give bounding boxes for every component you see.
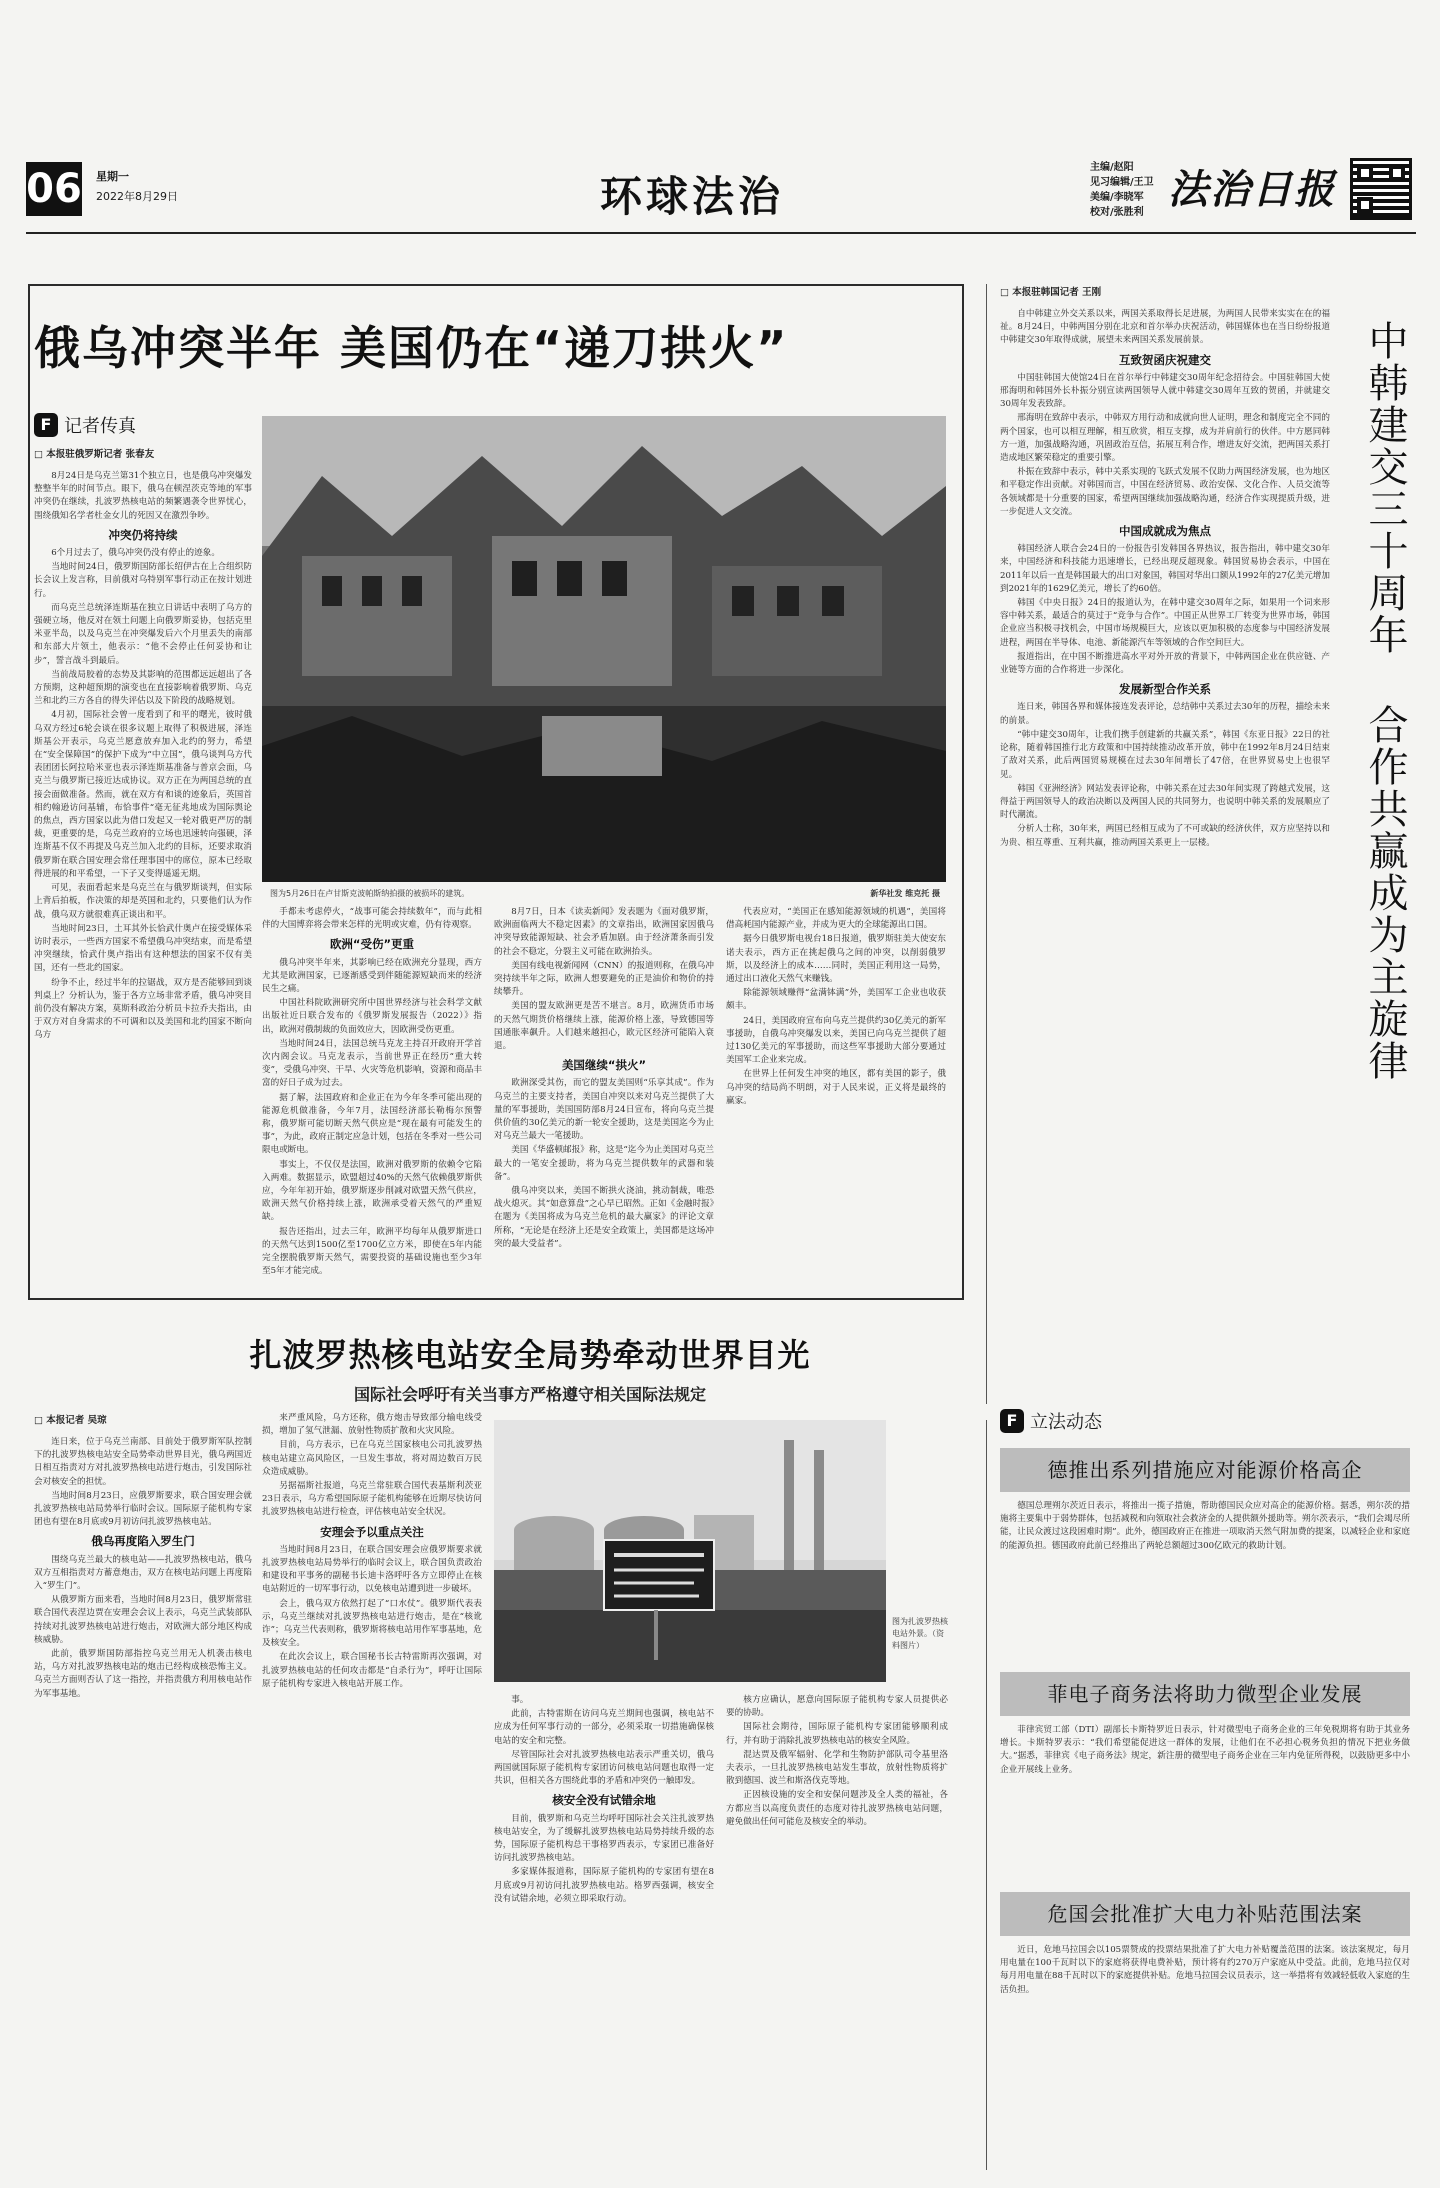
- paragraph: 连日来，位于乌克兰南部、目前处于俄罗斯军队控制下的扎波罗热核电站安全局势牵动世界目光，俄乌两国近日相互指责对方对扎波罗热核电站进行炮击，引发国际社会对核安全的担忧。: [34, 1437, 252, 1487]
- paragraph: 欧洲深受其伤，而它的盟友美国则“乐享其成”。作为乌克兰的主要支持者，美国自冲突以来对乌克兰提供了大量的军事援助，美国国防部8月24日宣布，将向乌克兰提供价值约30亿美元的新一轮安全援助，这是美国迄今为止对乌克兰最大一笔援助。: [494, 1078, 714, 1142]
- news-banner: 菲电子商务法将助力微型企业发展: [1000, 1672, 1410, 1716]
- page-number: 06: [26, 162, 82, 216]
- article-subtitle: 国际社会呼吁有关当事方严格遵守相关国际法规定: [353, 1385, 706, 1404]
- subheading: 美国继续“拱火”: [561, 1058, 647, 1073]
- paragraph: 多家媒体报道称，国际原子能机构的专家团有望在8月底或9月初访问扎波罗热核电站。格罗西强调，核安全没有试错余地，必须立即采取行动。: [494, 1867, 714, 1904]
- paragraph: 6个月过去了，俄乌冲突仍没有停止的迹象。: [51, 548, 220, 559]
- credit-line: 主编/赵阳: [1090, 162, 1134, 173]
- subheading: 俄乌再度陷入罗生门: [91, 1534, 195, 1549]
- newspaper-logo: 法治日报: [1168, 166, 1336, 213]
- credit-line: 见习编辑/王卫: [1090, 177, 1154, 188]
- paragraph: 报道指出，在中国不断推进高水平对外开放的背景下，中韩两国企业在供应链、产业链等方面的合作将进一步深化。: [1000, 651, 1330, 676]
- paragraph: 美国有线电视新闻网（CNN）的报道则称，在俄乌冲突持续半年之际，欧洲人想要避免的正是油价和物价的持续攀升。: [494, 960, 714, 998]
- photo-caption: 图为5月26日在卢甘斯克波帕斯纳拍摄的被损坏的建筑。: [270, 889, 470, 898]
- paragraph: 菲律宾贸工部（DTI）副部长卡斯特罗近日表示，针对微型电子商务企业的三年免税期将有助于其业务增长。卡斯特罗表示：“我们希望能促进这一群体的发展，让他们在不必担心税务负担的情况下把业务做大。”据悉，菲律宾《电子商务法》规定，新注册的微型电子商务企业在三年内免征所得税，以鼓励更多中小企业开展线上业务。: [1000, 1725, 1410, 1775]
- paragraph: 会上，俄乌双方依然打起了“口水仗”。俄罗斯代表表示，乌克兰继续对扎波罗热核电站进行炮击，是在“核讹诈”；乌克兰代表则称，俄罗斯将核电站用作军事基地，危及核安全。: [262, 1598, 482, 1649]
- paragraph: 当地时间24日，法国总统马克龙主持召开政府开学首次内阁会议。马克龙表示，当前世界正在经历“重大转变”，受俄乌冲突、干旱、火灾等危机影响，资源和商品丰富的好日子成为过去。: [262, 1038, 482, 1089]
- paragraph: 俄乌冲突以来，美国不断拱火浇油，挑动制裁，唯恐战火熄灭。其“如意算盘”之心早已昭然。正如《金融时报》在题为《美国将成为乌克兰危机的最大赢家》的评论文章所称，“无论是在经济上还是安全政策上，美国都是这场冲突的最大受益者”。: [494, 1186, 714, 1249]
- paragraph: 手都未考虑停火，“战事可能会持续数年”，而与此相伴的大国博弈将会带来怎样的光明或灾难，仍有待观察。: [262, 907, 482, 931]
- paragraph: 来严重风险，乌方还称，俄方炮击导致部分输电线受损，增加了氢气泄漏、放射性物质扩散和火灾风险。: [262, 1413, 482, 1437]
- article-column: [262, 906, 482, 1290]
- news-body: [1000, 1500, 1410, 1650]
- paragraph: 此前，古特雷斯在访问乌克兰期间也强调，核电站不应成为任何军事行动的一部分，必须采取一切措施确保核电站的安全和完整。: [494, 1709, 714, 1746]
- subheading: 中国成就成为焦点: [1119, 524, 1211, 539]
- paragraph: 德国总理朔尔茨近日表示，将推出一揽子措施，帮助德国民众应对高企的能源价格。据悉，朔尔茨的措施将主要集中于弱势群体，包括减税和向领取社会救济金的人提供额外援助等。朔尔茨表示，“我们会竭尽所能，让民众渡过这段困难时期”。此外，德国政府正在推进一项取消天然气附加费的提案，以减轻企业和家庭的能源负担。德国政府此前已经推出了两轮总额超过300亿欧元的救助计划。: [1000, 1501, 1410, 1551]
- paragraph: 4月初，国际社会曾一度看到了和平的曙光，彼时俄乌双方经过6轮会谈在很多议题上取得了积极进展，泽连斯基公开表示，乌克兰愿意放弃加入北约的努力，希望在“安全保障国”的保护下成为“中立国”，俄乌谈判乌方代表团团长阿拉哈米亚也表示泽连斯基准备与普京会面，乌克兰与俄罗斯已接近达成协议。双方正在为两国总统的直接会面做准备。然而，就在双方有和谈的迹象后，英国首相约翰逊访问基辅，布恰事件“毫无征兆地成为国际舆论的焦点，西方国家以此为借口发起又一轮对俄更严厉的制裁，更重要的是，乌克兰政府的立场也迅速转向强硬，泽连斯基不仅不再提及乌克兰加入北约的目标，还要求取消俄罗斯在联合国安理会常任理事国中的席位，原本已经取得进展的和平希望，一下子又变得遥遥无期。: [34, 710, 252, 879]
- section-title: 环球法治: [600, 172, 785, 221]
- header-rule: [26, 232, 1416, 234]
- column-divider: [986, 284, 987, 1404]
- subheading: 互致贺函庆祝建交: [1119, 352, 1211, 367]
- paragraph: 韩国《亚洲经济》网站发表评论称，中韩关系在过去30年间实现了跨越式发展，这得益于两国领导人的政治决断以及两国人民的共同努力，也说明中韩关系的发展顺应了时代潮流。: [1000, 783, 1330, 821]
- subheading: 核安全没有试错余地: [552, 1793, 656, 1808]
- news-body: [1000, 1944, 1410, 2164]
- news-banner: 危国会批准扩大电力补贴范围法案: [1000, 1892, 1410, 1936]
- paragraph: 目前，俄罗斯和乌克兰均呼吁国际社会关注扎波罗热核电站安全，为了缓解扎波罗热核电站局势持续升级的态势，国际原子能机构总干事格罗西表示，专家团已准备好访问扎波罗热核电站。: [494, 1813, 714, 1864]
- paragraph: 另据福斯社报道，乌克兰常驻联合国代表基斯利茨亚23日表示，乌方希望国际原子能机构能够在近期尽快访问扎波罗热核电站进行检查，评估核电站安全状况。: [262, 1481, 482, 1518]
- article-column: [34, 1436, 252, 2166]
- issue-date: 2022年8月29日: [96, 190, 178, 203]
- paragraph: 代表应对，“美国正在感知能源领域的机遇”，美国将借高耗国内能源产业，并成为更大的全球能源出口国。: [726, 907, 946, 931]
- article-column: [726, 906, 946, 1290]
- column-logo-icon: F: [34, 413, 58, 437]
- article-column: [494, 906, 714, 1290]
- paragraph: 在世界上任何发生冲突的地区，都有美国的影子，俄乌冲突的结局尚不明朗，对于人民来说，正义将是最终的赢家。: [726, 1069, 946, 1106]
- paragraph: 据今日俄罗斯电视台18日报道，俄罗斯驻美大使安东诺夫表示，西方正在挑起俄乌之间的冲突，以削弱俄罗斯，以及经济上的成本……同时，美国正利用这一局势，通过出口液化天然气来赚钱。: [726, 934, 946, 985]
- paragraph: 朴振在致辞中表示，韩中关系实现的飞跃式发展不仅助力两国经济发展，也为地区和平稳定作出贡献。对韩国而言，中国在经济贸易、政治安保、文化合作、人员交流等各领域都是十分重要的国家，希望两国继续加强战略沟通，经济合作实现提质升级，进一步促进人文交流。: [1000, 467, 1330, 517]
- article-column: [1000, 308, 1330, 1398]
- paragraph: 事。: [511, 1695, 529, 1705]
- paragraph: 目前，乌方表示，已在乌克兰国家核电公司扎波罗热核电站建立高风险区，一旦发生事故，将对周边数百万民众造成威胁。: [262, 1440, 482, 1477]
- subheading: 欧洲“受伤”更重: [329, 937, 415, 952]
- news-banner: 德推出系列措施应对能源价格高企: [1000, 1448, 1410, 1492]
- paragraph: “韩中建交30周年，让我们携手创建新的共赢关系”，韩国《东亚日报》22日的社论称，随着韩国推行北方政策和中国持续推动改革开放，韩中在1992年8月24日结束了敌对关系，此后两国贸易规模在过去30年间增长了47倍，在世界贸易史上也很罕见。: [1000, 729, 1330, 780]
- paragraph: 据了解，法国政府和企业正在为今年冬季可能出现的能源危机做准备，今年7月，法国经济部长勒梅尔预警称，俄罗斯可能切断天然气供应是“现在最有可能发生的事”，为此，政府正制定应急计划，包括在冬季对一些公司限电或断电。: [262, 1092, 482, 1156]
- article-column: [494, 1694, 714, 2166]
- paragraph: 混达贾及俄军辐射、化学和生物防护部队司令基里洛夫表示，一旦扎波罗热核电站发生事故，放射性物质将扩散到德国、波兰和斯洛伐克等地。: [726, 1749, 948, 1787]
- paragraph: 可见，表面看起来是乌克兰在与俄罗斯谈判，但实际上背后拍板，作决策的却是英国和北约，只要他们认为作战，俄乌双方就很难真正谈出和平。: [34, 883, 252, 920]
- paragraph: 韩国《中央日报》24日的报道认为，在韩中建交30周年之际，如果用一个词来形容中韩关系，最适合的莫过于“竞争与合作”。中国正从世界工厂转变为世界市场，韩国企业应当积极寻找机会，中国市场规模巨大，应该以更加积极的态度参与中国经济发展进程，两国在半导体、电池、新能源汽车等领域的合作空间巨大。: [1000, 598, 1330, 648]
- credit-line: 美编/李晓军: [1090, 192, 1144, 203]
- article-headline-vertical: 中韩建交三十周年 合作共赢成为主旋律: [1362, 320, 1408, 1082]
- column-tag-label: 立法动态: [1030, 1412, 1102, 1433]
- paragraph: 8月24日是乌克兰第31个独立日，也是俄乌冲突爆发整整半年的时间节点。眼下，俄乌在顿涅茨克等地的军事冲突仍在继续，扎波罗热核电站的频繁遇袭令世界忧心，围绕俄知名学者杜金女儿的死因又在激烈争吵。: [34, 471, 252, 521]
- paragraph: 当地时间24日，俄罗斯国防部长绍伊古在上合组织防长会议上发言称，目前俄对乌特别军事行动正在按计划进行。: [34, 562, 252, 599]
- subheading: 冲突仍将持续: [108, 527, 178, 542]
- column-tag-label: 记者传真: [64, 416, 136, 437]
- byline: □ 本报驻韩国记者 王刚: [1000, 287, 1102, 298]
- column-divider: [986, 1420, 987, 2170]
- weekday: 星期一: [96, 170, 129, 183]
- paragraph: 韩国经济人联合会24日的一份报告引发韩国各界热议，报告指出，韩中建交30年来，中国经济和科技能力迅速增长，已经出现反超现象。韩国贸易协会表示，中国在2011年以后一直是韩国最大的出口对象国，韩国对华出口额从1992年的27亿美元增加到2021年的1629亿美元，增长了约60倍。: [1000, 544, 1330, 594]
- paragraph: 核方应确认，愿意向国际原子能机构专家人员提供必要的协助。: [726, 1695, 948, 1719]
- article-column: [262, 1412, 482, 2166]
- paragraph: 中国驻韩国大使馆24日在首尔举行中韩建交30周年纪念招待会。中国驻韩国大使邢海明和韩国外长朴振分别宣读两国领导人就中韩建交30周年互致的贺函，并就建交30周年发表致辞。: [1000, 372, 1330, 410]
- paragraph: 近日，危地马拉国会以105票赞成的投票结果批准了扩大电力补贴覆盖范围的法案。该法案规定，每月用电量在100千瓦时以下的家庭将获得电费补贴，预计将有约270万户家庭从中受益。此前，危地马拉仅对每月用电量在88千瓦时以下的家庭提供补贴。危地马拉国会议员表示，这一举措将有效减轻低收入家庭的生活负担。: [1000, 1945, 1410, 1995]
- paragraph: 当前战局胶着的态势及其影响的范围都远远超出了各方预期，这种超预期的演变也在直接影响着俄罗斯、乌克兰和北约三方各自的得失评估以及下阶段的战略规划。: [34, 669, 252, 707]
- paragraph: 8月7日，日本《读卖新闻》发表题为《面对俄罗斯，欧洲面临两大不稳定因素》的文章指出，欧洲国家因俄乌冲突导致能源短缺、社会矛盾加剧。由于经济萧条而引发的社会不稳定，分裂主义可能在欧洲抬头。: [494, 907, 714, 957]
- photo-credit: 新华社发 维克托 摄: [870, 889, 940, 898]
- paragraph: 此前，俄罗斯国防部指控乌克兰用无人机袭击核电站，乌方对扎波罗热核电站的炮击已经构成核恐怖主义。乌克兰方面则否认了这一指控，并指责俄方利用核电站作为军事基地。: [34, 1649, 252, 1699]
- article-headline: 扎波罗热核电站安全局势牵动世界目光: [249, 1336, 811, 1374]
- editor-credits: [1090, 160, 1154, 220]
- paragraph: 当地时间8月23日，应俄罗斯要求，联合国安理会就扎波罗热核电站局势举行临时会议。国际原子能机构专家团也有望在8月底或9月初访问扎波罗热核电站。: [34, 1490, 252, 1528]
- paragraph: 正因核设施的安全和安保问题涉及全人类的福祉，各方都应当以高度负责任的态度对待扎波罗热核电站问题，避免做出任何可能危及核安全的举动。: [726, 1790, 948, 1827]
- paragraph: 连日来，韩国各界和媒体接连发表评论，总结韩中关系过去30年的历程，描绘未来的前景。: [1000, 702, 1330, 726]
- paragraph: 当地时间8月23日，在联合国安理会应俄罗斯要求就扎波罗热核电站局势举行的临时会议上，联合国负责政治和建设和平事务的副秘书长迪卡洛呼吁各方立即停止在核电站附近的一切军事行动，以免核电站遭到进一步破坏。: [262, 1544, 482, 1595]
- nuclear-plant-photo: [494, 1420, 886, 1682]
- paragraph: 从俄罗斯方面来看，当地时间8月23日，俄罗斯常驻联合国代表涅边贾在安理会会议上表示，乌克兰武装部队持续对扎波罗热核电站进行炮击，对欧洲大部分地区构成核威胁。: [34, 1595, 252, 1645]
- qr-code-icon: [1350, 158, 1412, 220]
- paragraph: 尽管国际社会对扎波罗热核电站表示严重关切，俄乌两国就国际原子能机构专家团访问核电站问题也取得一定共识，但相关各方围绕此事的矛盾和冲突仍一触即发。: [494, 1749, 714, 1787]
- news-body: [1000, 1724, 1410, 1864]
- article-headline: 俄乌冲突半年 美国仍在“递刀拱火”: [34, 321, 789, 375]
- paragraph: 而乌克兰总统泽连斯基在独立日讲话中表明了乌方的强硬立场，他反对在领土问题上向俄罗斯妥协，包括克里米亚半岛，以及乌克兰在冲突爆发后六个月里丢失的南部和东部大片领土，他表示：“他不会停止任何妥协和让步”，誓言战斗到最后。: [34, 602, 252, 666]
- paragraph: 事实上，不仅仅是法国，欧洲对俄罗斯的依赖令它陷入两难。数据显示，欧盟超过40%的天然气依赖俄罗斯供应，今年年初开始，俄罗斯逐步削减对欧盟天然气供应，欧洲天然气价格持续上涨，欧洲承受着天然气的严重短缺。: [262, 1159, 482, 1223]
- byline: □ 本报记者 吴琼: [34, 1415, 107, 1426]
- paragraph: 围绕乌克兰最大的核电站——扎波罗热核电站，俄乌双方互相指责对方蓄意炮击，双方在核电站问题上再度陷入“罗生门”。: [34, 1554, 252, 1592]
- paragraph: 当地时间23日，土耳其外长恰武什奥卢在接受媒体采访时表示，一些西方国家不希望俄乌冲突结束，而是希望冲突继续，恰武什奥卢指出有这种想法的国家不仅有美国，还有一些北约国家。: [34, 923, 252, 974]
- paragraph: 国际社会期待，国际原子能机构专家团能够顺利成行，并有助于消除扎波罗热核电站的核安全风险。: [726, 1722, 948, 1746]
- paragraph: 纷争不止，经过半年的拉锯战，双方是否能够回到谈判桌上？分析认为，鉴于各方立场非常矛盾，俄乌冲突目前仍没有解决方案，莫斯科政治分析员卡拉乔夫指出，由于双方对自身需求的不可调和以及美国和北约国家不断向乌方: [34, 977, 252, 1041]
- paragraph: 自中韩建立外交关系以来，两国关系取得长足进展，为两国人民带来实实在在的福祉。8月24日，中韩两国分别在北京和首尔举办庆祝活动，韩国媒体也在当日纷纷报道中韩建交30年取得成就，展望未来两国关系发展前景。: [1000, 309, 1330, 346]
- paragraph: 除能源领域赚得“盆满钵满”外，美国军工企业也收获颇丰。: [726, 988, 946, 1012]
- ruined-buildings-photo: [262, 416, 946, 882]
- paragraph: 中国社科院欧洲研究所中国世界经济与社会科学文献出版社近日联合发布的《俄罗斯发展报告（2022）》指出，欧洲对俄制裁的负面效应大，因欧洲受伤更重。: [262, 998, 482, 1035]
- paragraph: 24日，美国政府宣布向乌克兰提供约30亿美元的新军事援助，自俄乌冲突爆发以来，美国已向乌克兰提供了超过130亿美元的军事援助，而这些军事援助大部分要通过美国军工企业来完成。: [726, 1015, 946, 1066]
- news-photo: [262, 416, 946, 882]
- paragraph: 邢海明在致辞中表示，中韩双方用行动和成就向世人证明，理念和制度完全不同的两个国家，也可以相互理解，相互欣赏，相互支撑，成为并肩前行的伙伴。中方愿同韩方一道，加强战略沟通，巩固政治互信，拓展互利合作，增进友好交流，把两国关系打造成地区繁荣稳定的重要引擎。: [1000, 413, 1330, 464]
- column-logo-icon: F: [1000, 1409, 1024, 1433]
- paragraph: 美国的盟友欧洲更是苦不堪言。8月，欧洲货币市场的天然气期货价格继续上涨，能源价格上涨，导致德国等国通胀率飙升。人们越来越担心，欧元区经济可能陷入衰退。: [494, 1001, 714, 1052]
- paragraph: 在此次会议上，联合国秘书长古特雷斯再次强调，对扎波罗热核电站的任何攻击都是“自杀行为”，呼吁让国际原子能机构专家进入核电站开展工作。: [262, 1652, 482, 1689]
- article-column: [726, 1694, 948, 2166]
- subheading: 发展新型合作关系: [1119, 682, 1211, 697]
- paragraph: 美国《华盛顿邮报》称，这是“迄今为止美国对乌克兰最大的一笔安全援助，将为乌克兰提供数年的武器和装备”。: [494, 1145, 714, 1182]
- article-column: [34, 470, 252, 1290]
- news-photo: [494, 1420, 886, 1682]
- subheading: 安理会予以重点关注: [320, 1524, 424, 1539]
- paragraph: 俄乌冲突半年来，其影响已经在欧洲充分显现，西方尤其是欧洲国家，已逐渐感受到伴随能源短缺而来的经济民生之痛。: [262, 957, 482, 995]
- column-tag: [1000, 1408, 1102, 1434]
- credit-line: 校对/张胜利: [1090, 207, 1144, 218]
- paragraph: 分析人士称，30年来，两国已经相互成为了不可或缺的经济伙伴，双方应坚持以和为贵、相互尊重、互利共赢，推动两国关系更上一层楼。: [1000, 824, 1330, 848]
- photo-caption: 图为扎波罗热核电站外景。（资料图片）: [892, 1617, 948, 1650]
- byline: □ 本报驻俄罗斯记者 张春友: [34, 449, 155, 460]
- column-tag: [34, 412, 136, 438]
- paragraph: 报告还指出，过去三年，欧洲平均每年从俄罗斯进口的天然气达到1500亿至1700亿立方米，即使在5年内能完全摆脱俄罗斯天然气，需要投资的基础设施也至少3年至5年才能完成。: [262, 1226, 482, 1277]
